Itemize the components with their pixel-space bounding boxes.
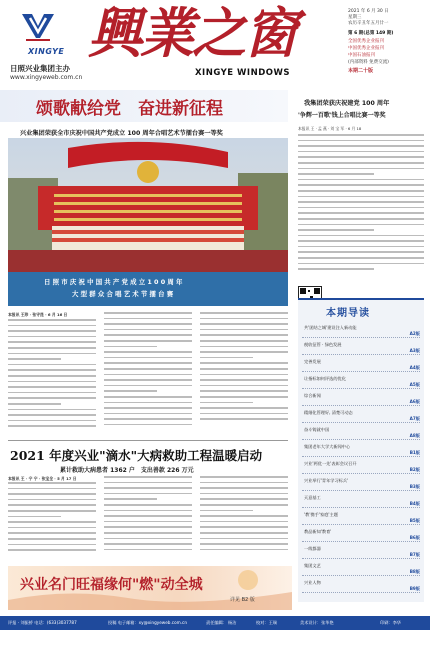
toc-item-label: 税收征管 · 绿色发展 [304, 342, 342, 347]
toc-item-page: B7版 [409, 552, 420, 557]
toc-item-label: 综合新闻 [304, 393, 321, 398]
toc-item-label: 兴业举行'青年学习标兵' [304, 478, 349, 483]
toc-item-page: B1版 [409, 450, 420, 455]
date-line-2: 星期三 [348, 15, 362, 20]
toc-item-label: 集团老年大学大新闻中心 [304, 444, 351, 449]
footer-designer: 美术设计：张华艳 [300, 620, 334, 625]
toc-item-page: B3版 [409, 484, 420, 489]
info-line-4: (内部资料 免费交流) [348, 60, 389, 65]
feature-note: 详见 B2 版 [230, 597, 255, 603]
lead-headline: 颂歌献给党 奋进新征程 [36, 99, 223, 119]
footer-note: 印刷：李华 [380, 620, 401, 625]
footer-editor: 杨洁 [228, 620, 237, 625]
company-logo [18, 12, 58, 44]
toc-item[interactable] [302, 526, 420, 542]
toc-box [298, 298, 424, 602]
masthead [0, 0, 430, 90]
feature-headline: 兴业名门旺福缘何"燃"动全城 [20, 577, 203, 593]
info-line-2: 中国优秀企业报刊 [348, 46, 384, 51]
banner-line-2: 大 型 群 众 合 唱 艺 术 节 擂 台 赛 [72, 290, 174, 298]
toc-item[interactable] [302, 577, 420, 593]
website: www.xingyeweb.com.cn [10, 74, 83, 81]
footer-bar [0, 616, 430, 630]
toc-item-page: A4版 [409, 365, 420, 370]
masthead-title: 興業之窗 [88, 1, 296, 65]
toc-item-label: 奋斗铸就中国 [304, 427, 330, 432]
second-subhead: 累计救助大病患者 1362 户 支出善款 226 万元 [60, 467, 194, 474]
toc-item-page: B4版 [409, 501, 420, 506]
lead-col-3 [200, 312, 288, 437]
issue-number: 第 6 期(总第 149 期) [348, 31, 394, 36]
banner-line-1: 日 照 市 庆 祝 中 国 共 产 党 成 立 1 0 0 周 年 [44, 278, 183, 286]
toc-item-label: 精细化管理好, 清楚可动态 [304, 410, 353, 415]
toc-item[interactable] [302, 441, 420, 457]
toc-item[interactable] [302, 407, 420, 423]
right-sidebar [296, 94, 426, 606]
second-col-2 [104, 476, 192, 560]
toc-item[interactable] [302, 390, 420, 406]
toc-item[interactable] [302, 458, 420, 474]
lead-article-body [8, 312, 288, 437]
toc-item-page: A8版 [409, 433, 420, 438]
toc-item-page: A6版 [409, 399, 420, 404]
toc-item[interactable] [302, 509, 420, 525]
date-line-1: 2021 年 6 月 30 日 [348, 9, 389, 14]
toc-item-page: A3版 [409, 348, 420, 353]
toc-item-label: 一线都器 [304, 546, 321, 551]
toc-title: 本期导读 [326, 308, 370, 319]
second-story [0, 440, 292, 562]
toc-item-page: A7版 [409, 416, 420, 421]
toc-item[interactable] [302, 322, 420, 338]
toc-item-label: 让指标如何评选的优化 [304, 376, 346, 381]
toc-item-page: B8版 [409, 569, 420, 574]
footer-contact: 评报 · 刘振桥 电话：(633)3037787 [8, 620, 77, 625]
footer-editor-label: 责任编辑： [206, 620, 227, 625]
lead-col-2 [104, 312, 192, 437]
second-byline: 本报讯 王 · 宁 宁 · 张宝全 · 5 月 17 日 [8, 476, 77, 481]
sidebar-article-body [298, 134, 424, 284]
toc-item-label: '教'携手'家庭'主题 [304, 512, 338, 517]
footer-email: 投稿 电子邮箱：xy@xingyeweb.com.cn [108, 620, 188, 625]
toc-item-page: B9版 [409, 586, 420, 591]
info-line-1: 全国优秀企业报刊 [348, 39, 384, 44]
sidebar-byline: 本报讯 王 · 孟 燕 · 刘 宝 军 · 6 月 18 [298, 126, 362, 131]
toc-item-label: 共'团结之城'建设注入新动能 [304, 325, 357, 330]
lead-byline: 本报讯 王珍 · 张守昆 · 6 月 16 日 [8, 312, 68, 317]
toc-item-page: A5版 [409, 382, 420, 387]
section-divider [8, 440, 288, 441]
page-count: 本期二十版 [348, 68, 374, 74]
date-line-3: 农历辛丑年五月廿一 [348, 21, 389, 26]
toc-item[interactable] [302, 543, 420, 559]
footer-proof: 校对：王瑞 [256, 620, 277, 625]
toc-item-label: 完善发展 [304, 359, 321, 364]
toc-item[interactable] [302, 475, 420, 491]
info-line-3: 中国石油报刊 [348, 53, 375, 58]
sidebar-article-title: 我集团荣获庆祝建党 100 周年 [304, 100, 390, 107]
toc-item-label: 兴业人物 [304, 580, 321, 585]
toc-item-label: 集团文艺 [304, 563, 321, 568]
second-headline: 2021 年度兴业"滴水"大病救助工程温暖启动 [10, 448, 263, 463]
logo-mark-icon [18, 12, 58, 44]
toc-item-label: 天意基工 [304, 495, 321, 500]
org-name: 日照兴业集团主办 [10, 64, 70, 73]
feature-banner[interactable] [8, 566, 292, 610]
toc-item-label: 教品新知'教育' [304, 529, 332, 534]
toc-item-label: 兴业'两优一先'表彰会议召开 [304, 461, 357, 466]
second-col-3 [200, 476, 288, 560]
toc-item-page: A2版 [409, 331, 420, 336]
logo-text: XINGYE [28, 47, 65, 56]
toc-item[interactable] [302, 560, 420, 576]
lead-subhead: 兴业集团荣获全市庆祝中国共产党成立 100 周年合唱艺术节擂台赛一等奖 [20, 130, 223, 137]
sidebar-article-title-2: '争辉一百歌'钱上合唱比赛一等奖 [298, 112, 386, 119]
toc-item-page: B2版 [409, 467, 420, 472]
second-col-1 [8, 482, 96, 560]
masthead-title-en: XINGYE WINDOWS [195, 68, 290, 78]
toc-item[interactable] [302, 373, 420, 389]
toc-item[interactable] [302, 339, 420, 355]
toc-item[interactable] [302, 356, 420, 372]
toc-item-page: B6版 [409, 535, 420, 540]
toc-item-page: B5版 [409, 518, 420, 523]
toc-item[interactable] [302, 424, 420, 440]
toc-item[interactable] [302, 492, 420, 508]
lead-col-1 [8, 319, 96, 437]
